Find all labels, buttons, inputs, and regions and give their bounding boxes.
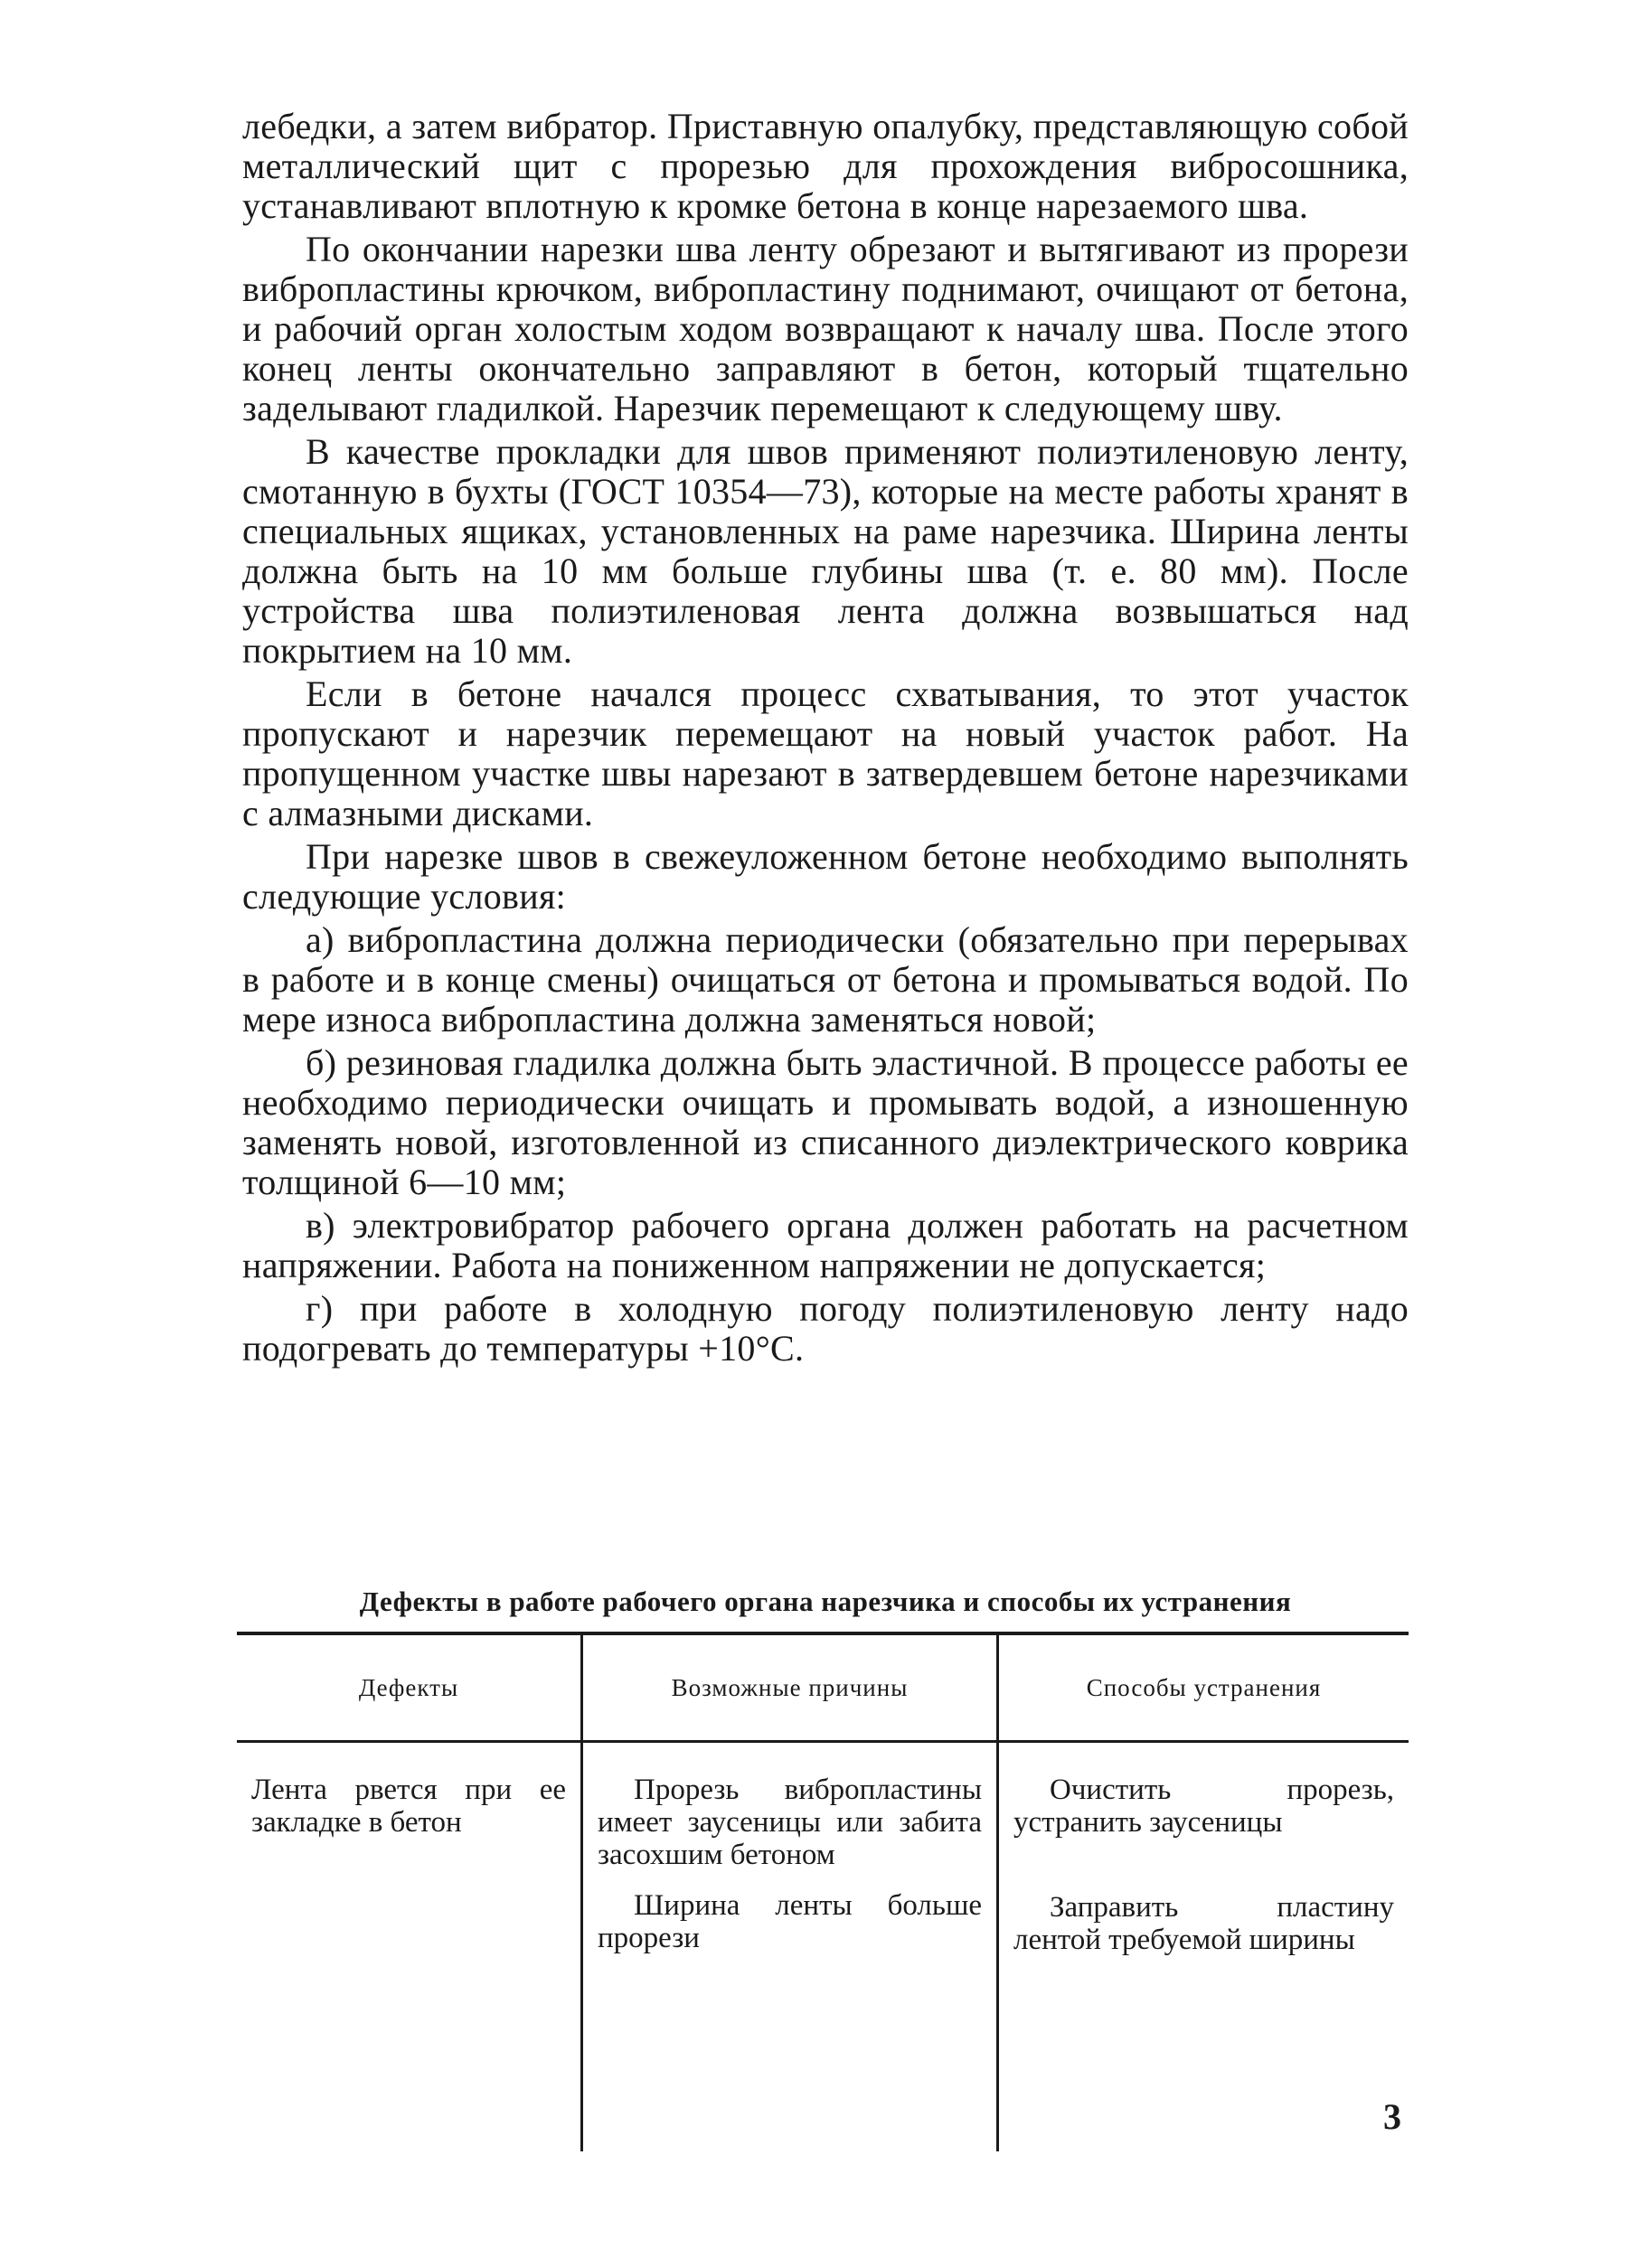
column-header-causes: Возможные причины	[580, 1635, 996, 1740]
defects-table	[237, 1632, 1409, 2151]
cause-text: Прорезь вибропластины имеет заусеницы или забита засохшим бетоном	[598, 1774, 982, 1871]
table-header-row	[237, 1635, 1409, 1740]
list-item-d: г) при работе в холодную погоду полиэтиленовую ленту надо подогревать до температуры +10°С.	[242, 1288, 1409, 1369]
defect-cell	[237, 1743, 580, 2151]
defect-text: Лента рвется при ее закладке в бетон	[251, 1774, 566, 1839]
remedy-text: Заправить пластину лентой требуемой ширины	[1013, 1891, 1394, 1956]
remedies-cell	[996, 1743, 1409, 2151]
paragraph: При нарезке швов в свежеуложенном бетоне необходимо выполнять следующие условия:	[242, 836, 1409, 917]
list-item-b: б) резиновая гладилка должна быть эластичной. В процессе работы ее необходимо периодически очищать и промывать водой, а изношенную заменять новой, изготовленной из списанного диэлектрического коврика толщиной 6—10 мм;	[242, 1042, 1409, 1202]
table-row	[237, 1743, 1409, 2151]
paragraph: Если в бетоне начался процесс схватывания, то этот участок пропускают и нарезчик перемещают на новый участок работ. На пропущенном участке швы нарезают в затвердевшем бетоне нарезчиками с алмазными дисками.	[242, 673, 1409, 833]
column-header-remedies: Способы устранения	[996, 1635, 1409, 1740]
body-text	[242, 107, 1409, 1372]
list-item-a: а) вибропластина должна периодически (обязательно при перерывах в работе и в конце смены) очищаться от бетона и промываться водой. По мере износа вибропластина должна заменяться новой;	[242, 919, 1409, 1040]
remedy-text: Очистить прорезь, устранить заусеницы	[1013, 1774, 1394, 1839]
paragraph: По окончании нарезки шва ленту обрезают и вытягивают из прорези вибропластины крючком, вибропластину поднимают, очищают от бетона, и рабочий орган холостым ходом возвращают к началу шва. После этого конец ленты окончательно заправляют в бетон, который тщательно заделывают гладилкой. Нарезчик перемещают к следующему шву.	[242, 229, 1409, 428]
causes-cell	[580, 1743, 996, 2151]
paragraph: лебедки, а затем вибратор. Приставную опалубку, представляющую собой металлический щит с прорезью для прохождения вибросошника, устанавливают вплотную к кромке бетона в конце нарезаемого шва.	[242, 106, 1409, 226]
paragraph: В качестве прокладки для швов применяют полиэтиленовую ленту, смотанную в бухты (ГОСТ 10354—73), которые на месте работы хранят в специальных ящиках, установленных на раме нарезчика. Ширина ленты должна быть на 10 мм больше глубины шва (т. е. 80 мм). После устройства шва полиэтиленовая лента должна возвышаться над покрытием на 10 мм.	[242, 431, 1409, 671]
page-number: 3	[1383, 2096, 1401, 2137]
cause-text: Ширина ленты больше прорези	[598, 1889, 982, 1954]
table-caption: Дефекты в работе рабочего органа нарезчика и способы их устранения	[359, 1586, 1292, 1617]
column-header-defects: Дефекты	[358, 1673, 459, 1701]
list-item-c: в) электровибратор рабочего органа должен работать на расчетном напряжении. Работа на пониженном напряжении не допускается;	[242, 1205, 1409, 1285]
